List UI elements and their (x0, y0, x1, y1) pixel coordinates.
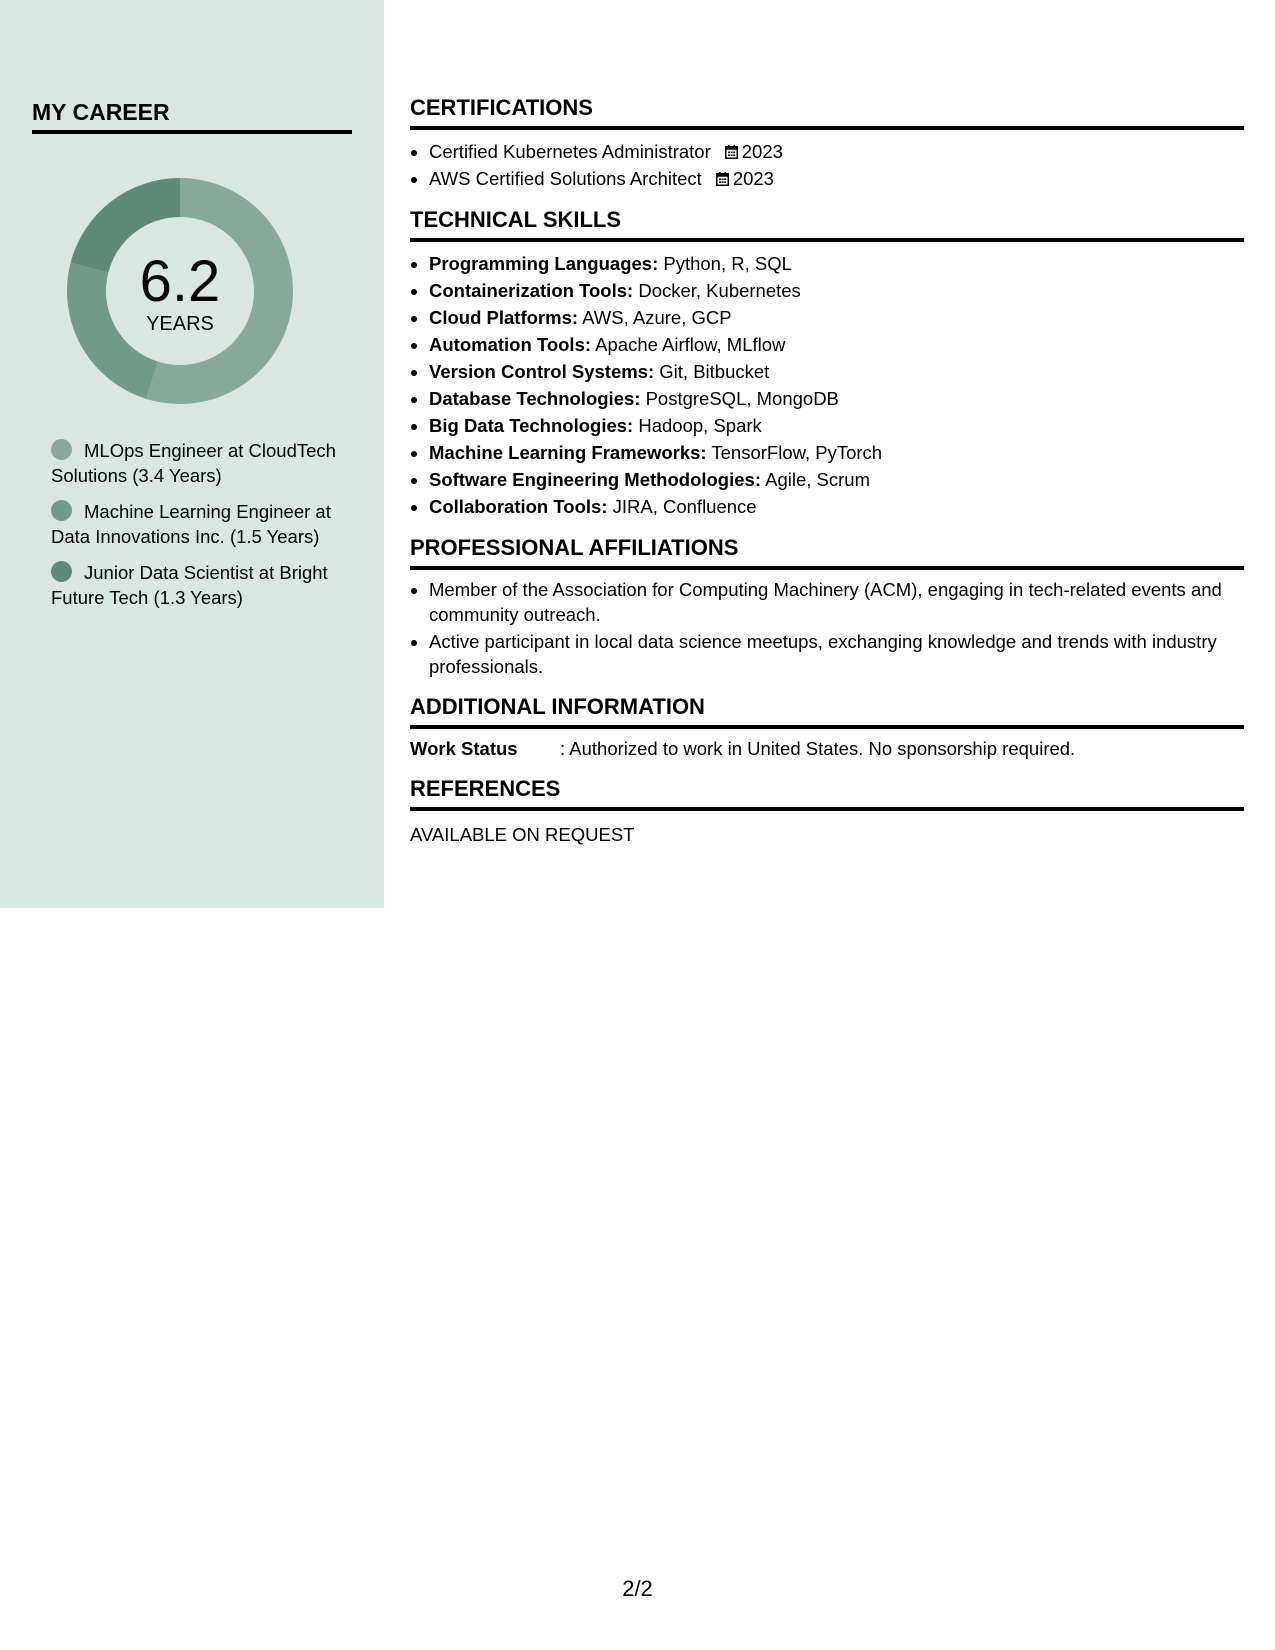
skill-item (429, 358, 1244, 385)
skill-item (429, 304, 1244, 331)
career-role-label: Junior Data Scientist at Bright Future Tech (1.3 Years) (51, 562, 328, 608)
total-years-value: 6.2 (139, 249, 221, 314)
skill-label: Cloud Platforms: (429, 307, 579, 328)
skill-value: Agile, Scrum (765, 469, 870, 490)
skill-label: Big Data Technologies: (429, 415, 634, 436)
skill-item (429, 385, 1244, 412)
additional-info-title: ADDITIONAL INFORMATION (410, 693, 1244, 729)
skill-item (429, 250, 1244, 277)
certification-item (429, 165, 1244, 192)
career-legend-item (51, 500, 341, 549)
work-status-value: : Authorized to work in United States. No sponsorship required. (560, 738, 1076, 759)
legend-dot-icon (51, 500, 72, 521)
references-section (410, 775, 1244, 847)
certification-name: AWS Certified Solutions Architect (429, 168, 702, 189)
skill-item (429, 331, 1244, 358)
affiliations-title: PROFESSIONAL AFFILIATIONS (410, 534, 1244, 570)
skill-value: Docker, Kubernetes (638, 280, 801, 301)
skill-value: Git, Bitbucket (659, 361, 770, 382)
career-role-label: Machine Learning Engineer at Data Innovations Inc. (1.5 Years) (51, 501, 331, 547)
skill-value: Apache Airflow, MLflow (595, 334, 786, 355)
skills-title: TECHNICAL SKILLS (410, 206, 1244, 242)
career-donut-chart (65, 176, 295, 406)
affiliations-list (410, 578, 1244, 679)
certification-item (429, 138, 1244, 165)
skill-label: Programming Languages: (429, 253, 659, 274)
career-legend-item (51, 439, 341, 488)
skill-value: Hadoop, Spark (638, 415, 762, 436)
certification-year: 2023 (741, 141, 783, 162)
certification-year: 2023 (732, 168, 774, 189)
affiliations-section (410, 534, 1244, 679)
additional-info-section (410, 693, 1244, 761)
references-text: AVAILABLE ON REQUEST (410, 824, 635, 845)
references-title: REFERENCES (410, 775, 1244, 811)
skill-item (429, 493, 1244, 520)
skill-value: AWS, Azure, GCP (582, 307, 732, 328)
work-status-label: Work Status (410, 738, 518, 759)
certifications-list (410, 138, 1244, 192)
skills-list (410, 250, 1244, 520)
skill-label: Automation Tools: (429, 334, 592, 355)
main-content (410, 94, 1244, 861)
skill-item (429, 412, 1244, 439)
skill-label: Version Control Systems: (429, 361, 655, 382)
page-number: 2/2 (622, 1576, 653, 1601)
career-heading: MY CAREER (32, 98, 352, 134)
skill-value: JIRA, Confluence (612, 496, 757, 517)
skill-label: Collaboration Tools: (429, 496, 608, 517)
certifications-section (410, 94, 1244, 192)
affiliation-item: • Member of the Association for Computing Machinery (ACM), engaging in tech-related events and community outreach. (429, 578, 1244, 627)
legend-dot-icon (51, 561, 72, 582)
work-status-row (410, 737, 1244, 761)
skill-label: Machine Learning Frameworks: (429, 442, 707, 463)
skill-item (429, 439, 1244, 466)
affiliation-item: • Active participant in local data science meetups, exchanging knowledge and trends with industry professionals. (429, 630, 1244, 679)
skill-item (429, 466, 1244, 493)
skill-label: Database Technologies: (429, 388, 641, 409)
certification-name: Certified Kubernetes Administrator (429, 141, 711, 162)
skill-value: TensorFlow, PyTorch (711, 442, 883, 463)
career-sidebar (0, 0, 384, 908)
skill-value: Python, R, SQL (663, 253, 792, 274)
skills-section (410, 206, 1244, 520)
skill-label: Containerization Tools: (429, 280, 634, 301)
skill-value: PostgreSQL, MongoDB (645, 388, 839, 409)
calendar-icon (725, 145, 738, 159)
calendar-icon (716, 172, 729, 186)
legend-dot-icon (51, 439, 72, 460)
total-years-unit: YEARS (146, 313, 214, 335)
career-legend (51, 439, 341, 622)
skill-item (429, 277, 1244, 304)
career-legend-item (51, 561, 341, 610)
career-role-label: MLOps Engineer at CloudTech Solutions (3.4 Years) (51, 440, 336, 486)
certifications-title: CERTIFICATIONS (410, 94, 1244, 130)
skill-label: Software Engineering Methodologies: (429, 469, 761, 490)
